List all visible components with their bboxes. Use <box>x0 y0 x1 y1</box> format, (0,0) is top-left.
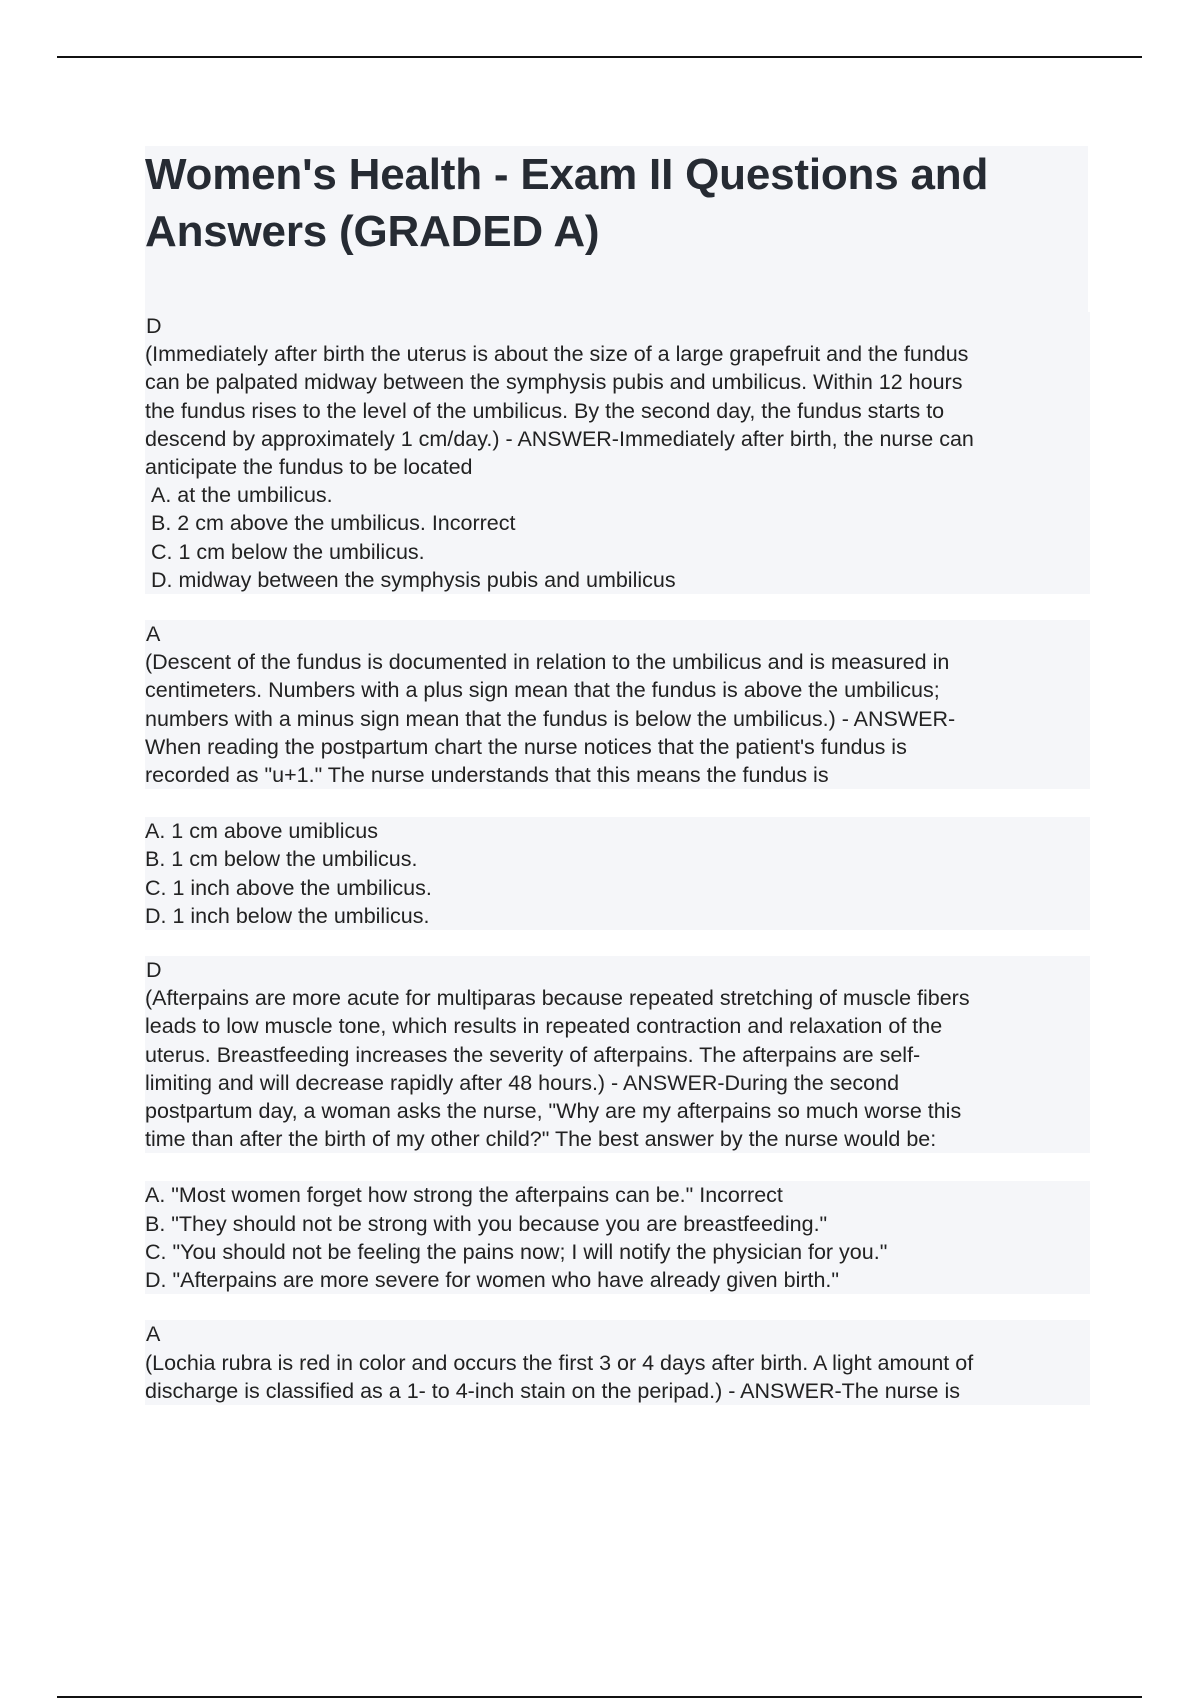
question-text-line: numbers with a minus sign mean that the fundus is below the umbilicus.) - ANSWER- <box>145 706 956 731</box>
question-text-line: leads to low muscle tone, which results in repeated contraction and relaxation of the <box>145 1014 943 1039</box>
option-item: D. midway between the symphysis pubis and umbilicus <box>151 567 676 592</box>
question-text-line: discharge is classified as a 1- to 4-inch stain on the peripad.) - ANSWER-The nurse is <box>145 1378 960 1403</box>
options-list <box>145 1181 1090 1294</box>
question-text-line: anticipate the fundus to be located <box>145 455 473 480</box>
question-text-line: (Lochia rubra is red in color and occurs the first 3 or 4 days after birth. A light amount of <box>145 1350 974 1375</box>
page-title-line: Women's Health - Exam II Questions and <box>145 150 989 199</box>
question-text-line: (Afterpains are more acute for multiparas because repeated stretching of muscle fibers <box>145 986 970 1011</box>
option-item: A. "Most women forget how strong the afterpains can be." Incorrect <box>145 1183 783 1208</box>
question-text-line: recorded as "u+1." The nurse understands that this means the fundus is <box>145 763 829 788</box>
question-text-line: descend by approximately 1 cm/day.) - ANSWER-Immediately after birth, the nurse can <box>145 426 974 451</box>
options-list <box>145 481 1090 594</box>
document-body <box>145 312 1090 1431</box>
option-item: B. 1 cm below the umbilicus. <box>145 847 418 872</box>
question-stem <box>145 1320 1090 1405</box>
question-stem <box>145 956 1090 1153</box>
question-stem <box>145 620 1090 789</box>
spacer <box>145 1153 1090 1181</box>
answer-letter: D <box>146 958 162 983</box>
options-list <box>145 817 1090 930</box>
option-item: A. at the umbilicus. <box>151 483 333 508</box>
question-text-line: postpartum day, a woman asks the nurse, "Why are my afterpains so much worse this <box>145 1099 962 1124</box>
option-item: A. 1 cm above umiblicus <box>145 819 379 844</box>
option-item: B. 2 cm above the umbilicus. Incorrect <box>151 511 516 536</box>
option-item: B. "They should not be strong with you because you are breastfeeding." <box>145 1211 828 1236</box>
question-text-line: centimeters. Numbers with a plus sign mean that the fundus is above the umbilicus; <box>145 678 940 703</box>
option-item: C. 1 cm below the umbilicus. <box>151 539 425 564</box>
spacer <box>145 789 1090 817</box>
question-text-line: can be palpated midway between the symphysis pubis and umbilicus. Within 12 hours <box>145 370 963 395</box>
question-text-line: limiting and will decrease rapidly after 48 hours.) - ANSWER-During the second <box>145 1070 900 1095</box>
option-item: D. "Afterpains are more severe for women who have already given birth." <box>145 1268 840 1293</box>
question-block <box>145 1320 1090 1405</box>
question-stem <box>145 312 1090 594</box>
question-text-line: (Descent of the fundus is documented in relation to the umbilicus and is measured in <box>145 650 950 675</box>
option-item: C. 1 inch above the umbilicus. <box>145 875 432 900</box>
title-block <box>145 146 1088 312</box>
page-title <box>145 146 1088 260</box>
answer-letter: A <box>146 1322 161 1347</box>
question-block <box>145 956 1090 1294</box>
page-title-line: Answers (GRADED A) <box>145 207 600 256</box>
question-text-line: time than after the birth of my other child?" The best answer by the nurse would be: <box>145 1127 937 1152</box>
question-text-line: the fundus rises to the level of the umbilicus. By the second day, the fundus starts to <box>145 398 945 423</box>
top-rule <box>57 56 1142 58</box>
question-block <box>145 312 1090 594</box>
question-text-line: uterus. Breastfeeding increases the severity of afterpains. The afterpains are self- <box>145 1042 921 1067</box>
option-item: C. "You should not be feeling the pains now; I will notify the physician for you." <box>145 1239 888 1264</box>
question-block <box>145 620 1090 930</box>
answer-letter: A <box>146 622 161 647</box>
question-text-line: When reading the postpartum chart the nurse notices that the patient's fundus is <box>145 734 907 759</box>
option-item: D. 1 inch below the umbilicus. <box>145 903 430 928</box>
answer-letter: D <box>146 314 162 338</box>
bottom-rule <box>57 1696 1142 1698</box>
question-text-line: (Immediately after birth the uterus is about the size of a large grapefruit and the fundus <box>145 342 969 367</box>
